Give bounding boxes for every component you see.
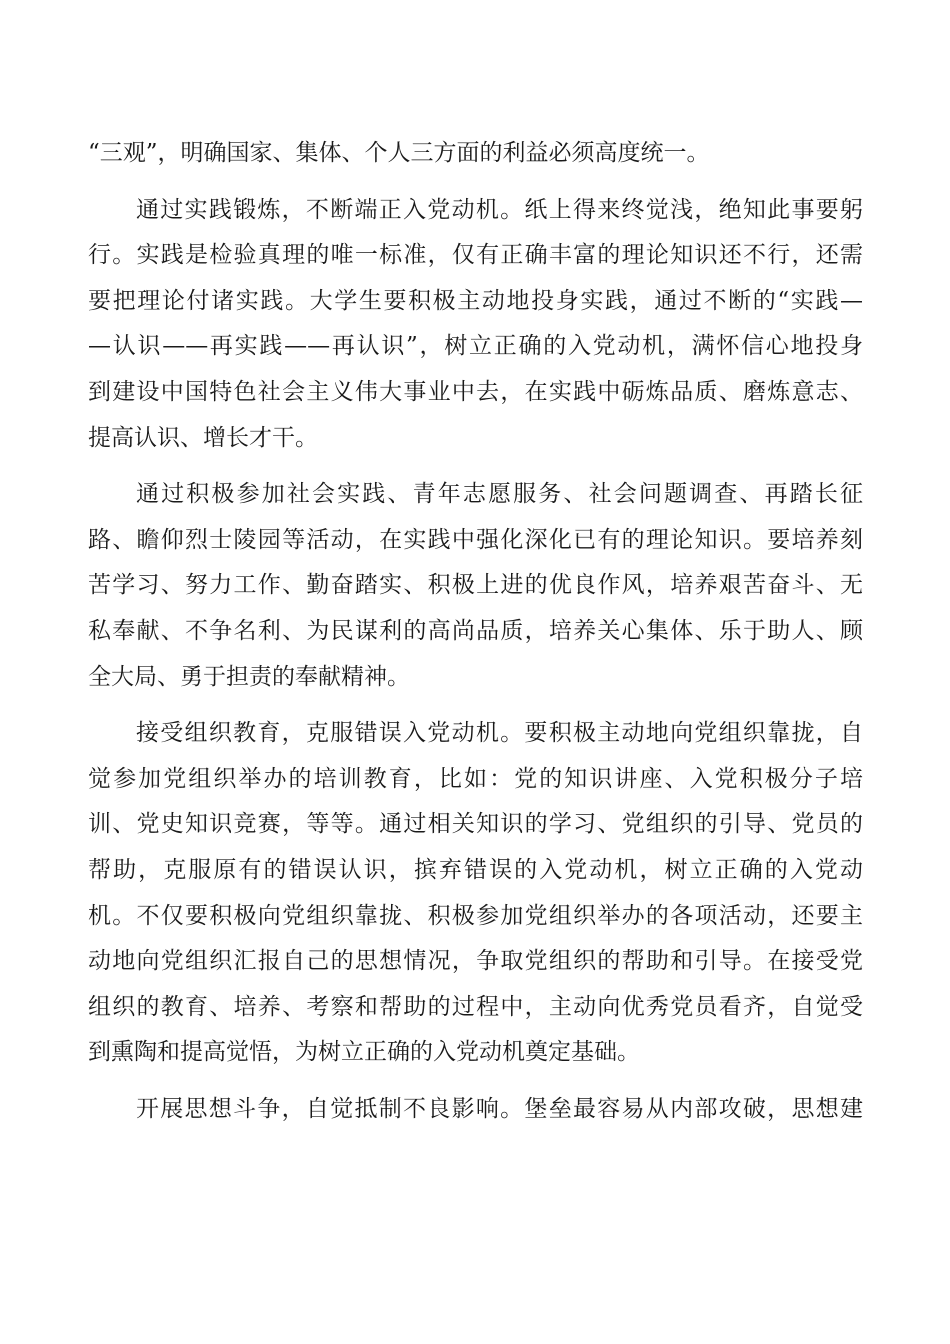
text-line: 要把理论付诸实践。大学生要积极主动地投身实践，通过不断的“实践— [88, 287, 863, 314]
text-line: 组织的教育、培养、考察和帮助的过程中，主动向优秀党员看齐，自觉受 [88, 993, 863, 1020]
text-line: 觉参加党组织举办的培训教育，比如：党的知识讲座、入党积极分子培 [88, 765, 863, 792]
text-line: 路、瞻仰烈士陵园等活动，在实践中强化深化已有的理论知识。要培养刻 [88, 526, 863, 553]
text-line: 行。实践是检验真理的唯一标准，仅有正确丰富的理论知识还不行，还需 [88, 242, 863, 269]
paragraph-continuation [88, 131, 863, 177]
text-line: 全大局、勇于担责的奉献精神。 [88, 663, 410, 690]
text-line: 通过积极参加社会实践、青年志愿服务、社会问题调查、再踏长征 [136, 481, 863, 508]
paragraph-organization-education [88, 711, 863, 1076]
text-line: 提高认识、增长才干。 [88, 424, 318, 451]
paragraph-practice [88, 188, 863, 462]
text-line: “三观”，明确国家、集体、个人三方面的利益必须高度统一。 [88, 140, 710, 166]
text-line: 通过实践锻炼，不断端正入党动机。纸上得来终觉浅，绝知此事要躬 [136, 196, 863, 223]
text-line: 动地向党组织汇报自己的思想情况，争取党组织的帮助和引导。在接受党 [88, 948, 863, 975]
text-line: 帮助，克服原有的错误认识，摈弃错误的入党动机，树立正确的入党动 [88, 856, 863, 883]
text-line: 到熏陶和提高觉悟，为树立正确的入党动机奠定基础。 [88, 1039, 640, 1066]
text-line: 机。不仅要积极向党组织靠拢、积极参加党组织举办的各项活动，还要主 [88, 902, 863, 929]
text-line: 苦学习、努力工作、勤奋踏实、积极上进的优良作风，培养艰苦奋斗、无 [88, 572, 863, 599]
paragraph-activities [88, 472, 863, 700]
text-line: 到建设中国特色社会主义伟大事业中去，在实践中砺炼品质、磨炼意志、 [88, 378, 863, 405]
paragraph-ideological-struggle [88, 1087, 863, 1133]
text-line: 接受组织教育，克服错误入党动机。要积极主动地向党组织靠拢，自 [136, 720, 863, 747]
text-line: 开展思想斗争，自觉抵制不良影响。堡垒最容易从内部攻破，思想建 [136, 1095, 863, 1122]
document-body [88, 131, 863, 1132]
text-line: 训、党史知识竞赛，等等。通过相关知识的学习、党组织的引导、党员的 [88, 811, 863, 838]
text-line: 私奉献、不争名利、为民谋利的高尚品质，培养关心集体、乐于助人、顾 [88, 617, 863, 644]
text-line: —认识——再实践——再认识”，树立正确的入党动机，满怀信心地投身 [88, 333, 863, 360]
